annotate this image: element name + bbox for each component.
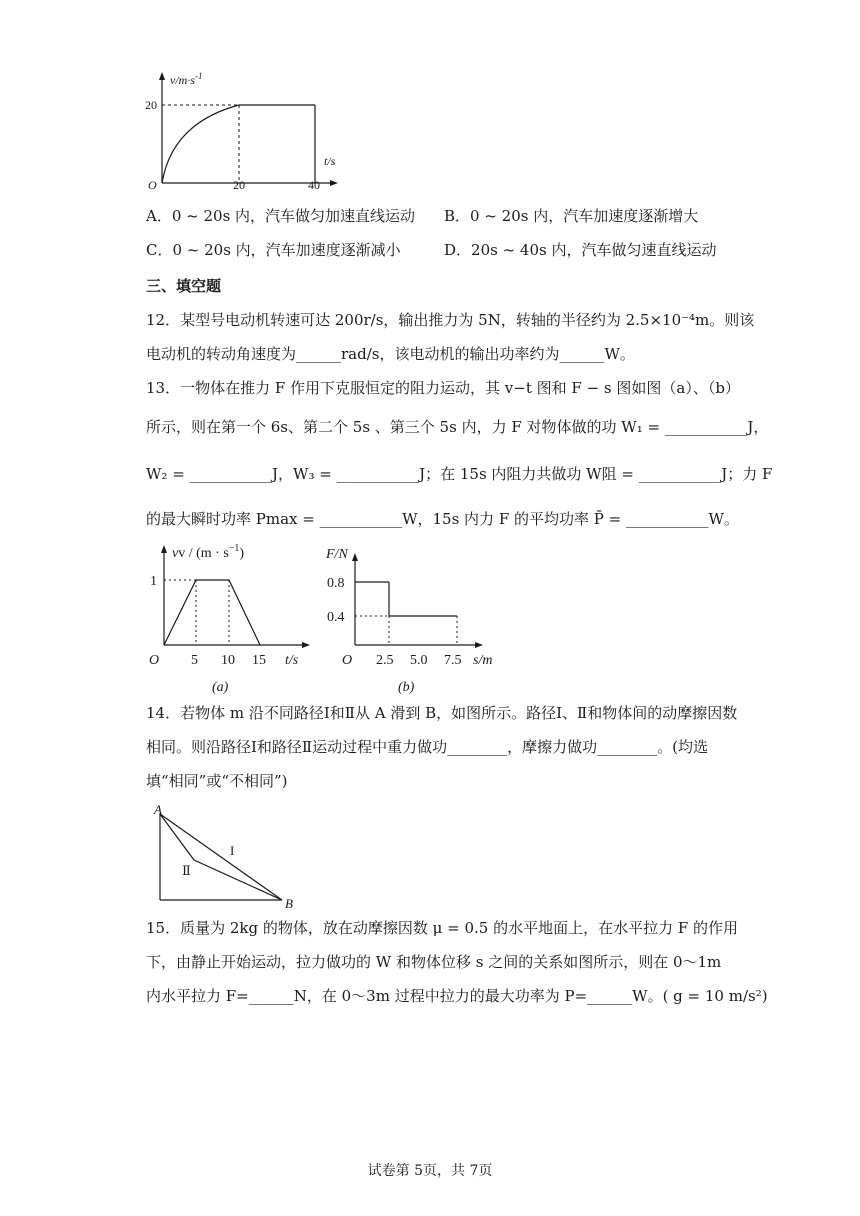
- y-axis-label: vv / $(m \cdot s^{-1})$: [172, 543, 245, 561]
- x-tick-5-0: 5.0: [410, 653, 428, 668]
- origin-label: O: [342, 653, 353, 668]
- y-arrow: [352, 553, 358, 561]
- caption-b: (b): [398, 680, 415, 695]
- q13-line1: 13．一物体在推力 F 作用下克服恒定的阻力运动，其 v−t 图和 F − s 图如图（a）、（b）: [146, 379, 740, 397]
- y-tick-1: 1: [150, 574, 157, 589]
- q13-line4: 的最大瞬时功率 Pmax = ___________W，15s 内力 F 的平均功率 P̄ = ___________W。: [146, 510, 739, 528]
- caption-a: (a): [212, 680, 229, 695]
- origin-label: O: [149, 653, 160, 668]
- x-axis-label: s/m: [473, 653, 493, 668]
- graph-b-fs: [318, 538, 508, 698]
- x-tick-10: 10: [221, 653, 235, 668]
- x-axis-label: t/s: [324, 154, 336, 168]
- x-tick-2-5: 2.5: [376, 653, 394, 668]
- y-arrow: [161, 545, 167, 553]
- path-i-label: I: [230, 843, 235, 858]
- velocity-trapezoid: [164, 580, 260, 645]
- x-tick-40: 40: [308, 178, 320, 192]
- x-tick-5: 5: [191, 653, 198, 668]
- origin-label: O: [148, 178, 157, 192]
- graph-a-vt: [140, 538, 315, 698]
- x-axis-label: t/s: [285, 653, 299, 668]
- q15-line1: 15．质量为 2kg 的物体，放在动摩擦因数 μ = 0.5 的水平地面上，在水平拉力 F 的作用: [146, 919, 739, 937]
- section-title: 三、填空题: [146, 277, 222, 295]
- x-arrow: [475, 642, 483, 648]
- x-tick-15: 15: [252, 653, 266, 668]
- q14-line1: 14．若物体 m 沿不同路径Ⅰ和Ⅱ从 A 滑到 B，如图所示。路径Ⅰ、Ⅱ和物体间的动摩擦因数: [146, 704, 738, 722]
- q15-line3: 内水平拉力 F=______N，在 0～3m 过程中拉力的最大功率为 P=______W。( g = 10 m/s²): [146, 987, 768, 1005]
- q15-line2: 下，由静止开始运动，拉力做功的 W 和物体位移 s 之间的关系如图所示，则在 0～1m: [146, 953, 722, 971]
- q14-line3: 填“相同”或“不相同”): [146, 772, 288, 790]
- y-axis-label: $v/m\cdot s^{-1}$: [170, 71, 203, 87]
- x-tick-7-5: 7.5: [444, 653, 462, 668]
- x-arrow: [330, 180, 338, 186]
- q13-line3: W₂ = ___________J，W₃ = ___________J；在 15s 内阻力共做功 W阻 = ___________J；力 F: [146, 465, 773, 483]
- path-ii-label: Ⅱ: [182, 863, 191, 878]
- y-tick-0-4: 0.4: [327, 610, 345, 625]
- y-axis-label: F/N: [326, 547, 348, 562]
- vt-graph-top: [140, 68, 340, 192]
- point-a-label: A: [154, 802, 162, 817]
- y-tick-20: 20: [145, 98, 157, 112]
- option-b: B．0 ~ 20s 内，汽车加速度逐渐增大: [444, 207, 699, 225]
- y-tick-0-8: 0.8: [327, 576, 345, 591]
- option-a: A．0 ~ 20s 内，汽车做匀加速直线运动: [146, 207, 416, 225]
- point-b-label: B: [285, 896, 293, 908]
- path-i: [160, 814, 282, 900]
- option-d: D．20s ~ 40s 内，汽车做匀速直线运动: [444, 241, 717, 259]
- q12-line1: 12．某型号电动机转速可达 200r/s，输出推力为 5N，转轴的半径约为 2.5×10⁻⁴m。则该: [146, 311, 755, 329]
- x-tick-20: 20: [233, 178, 245, 192]
- path-diagram: [148, 802, 308, 908]
- q12-line2: 电动机的转动角速度为______rad/s，该电动机的输出功率约为______W。: [146, 345, 635, 363]
- page-footer: 试卷第 5页，共 7页: [367, 1163, 493, 1179]
- option-c: C．0 ~ 20s 内，汽车加速度逐渐减小: [146, 241, 401, 259]
- y-arrow: [159, 72, 165, 80]
- q14-line2: 相同。则沿路径Ⅰ和路径Ⅱ运动过程中重力做功________，摩擦力做功________。(均选: [146, 738, 708, 756]
- velocity-curve: [162, 105, 239, 183]
- x-arrow: [302, 642, 310, 648]
- q13-line2: 所示，则在第一个 6s、第二个 5s 、第三个 5s 内，力 F 对物体做的功 W₁ = ___________J，: [146, 418, 769, 436]
